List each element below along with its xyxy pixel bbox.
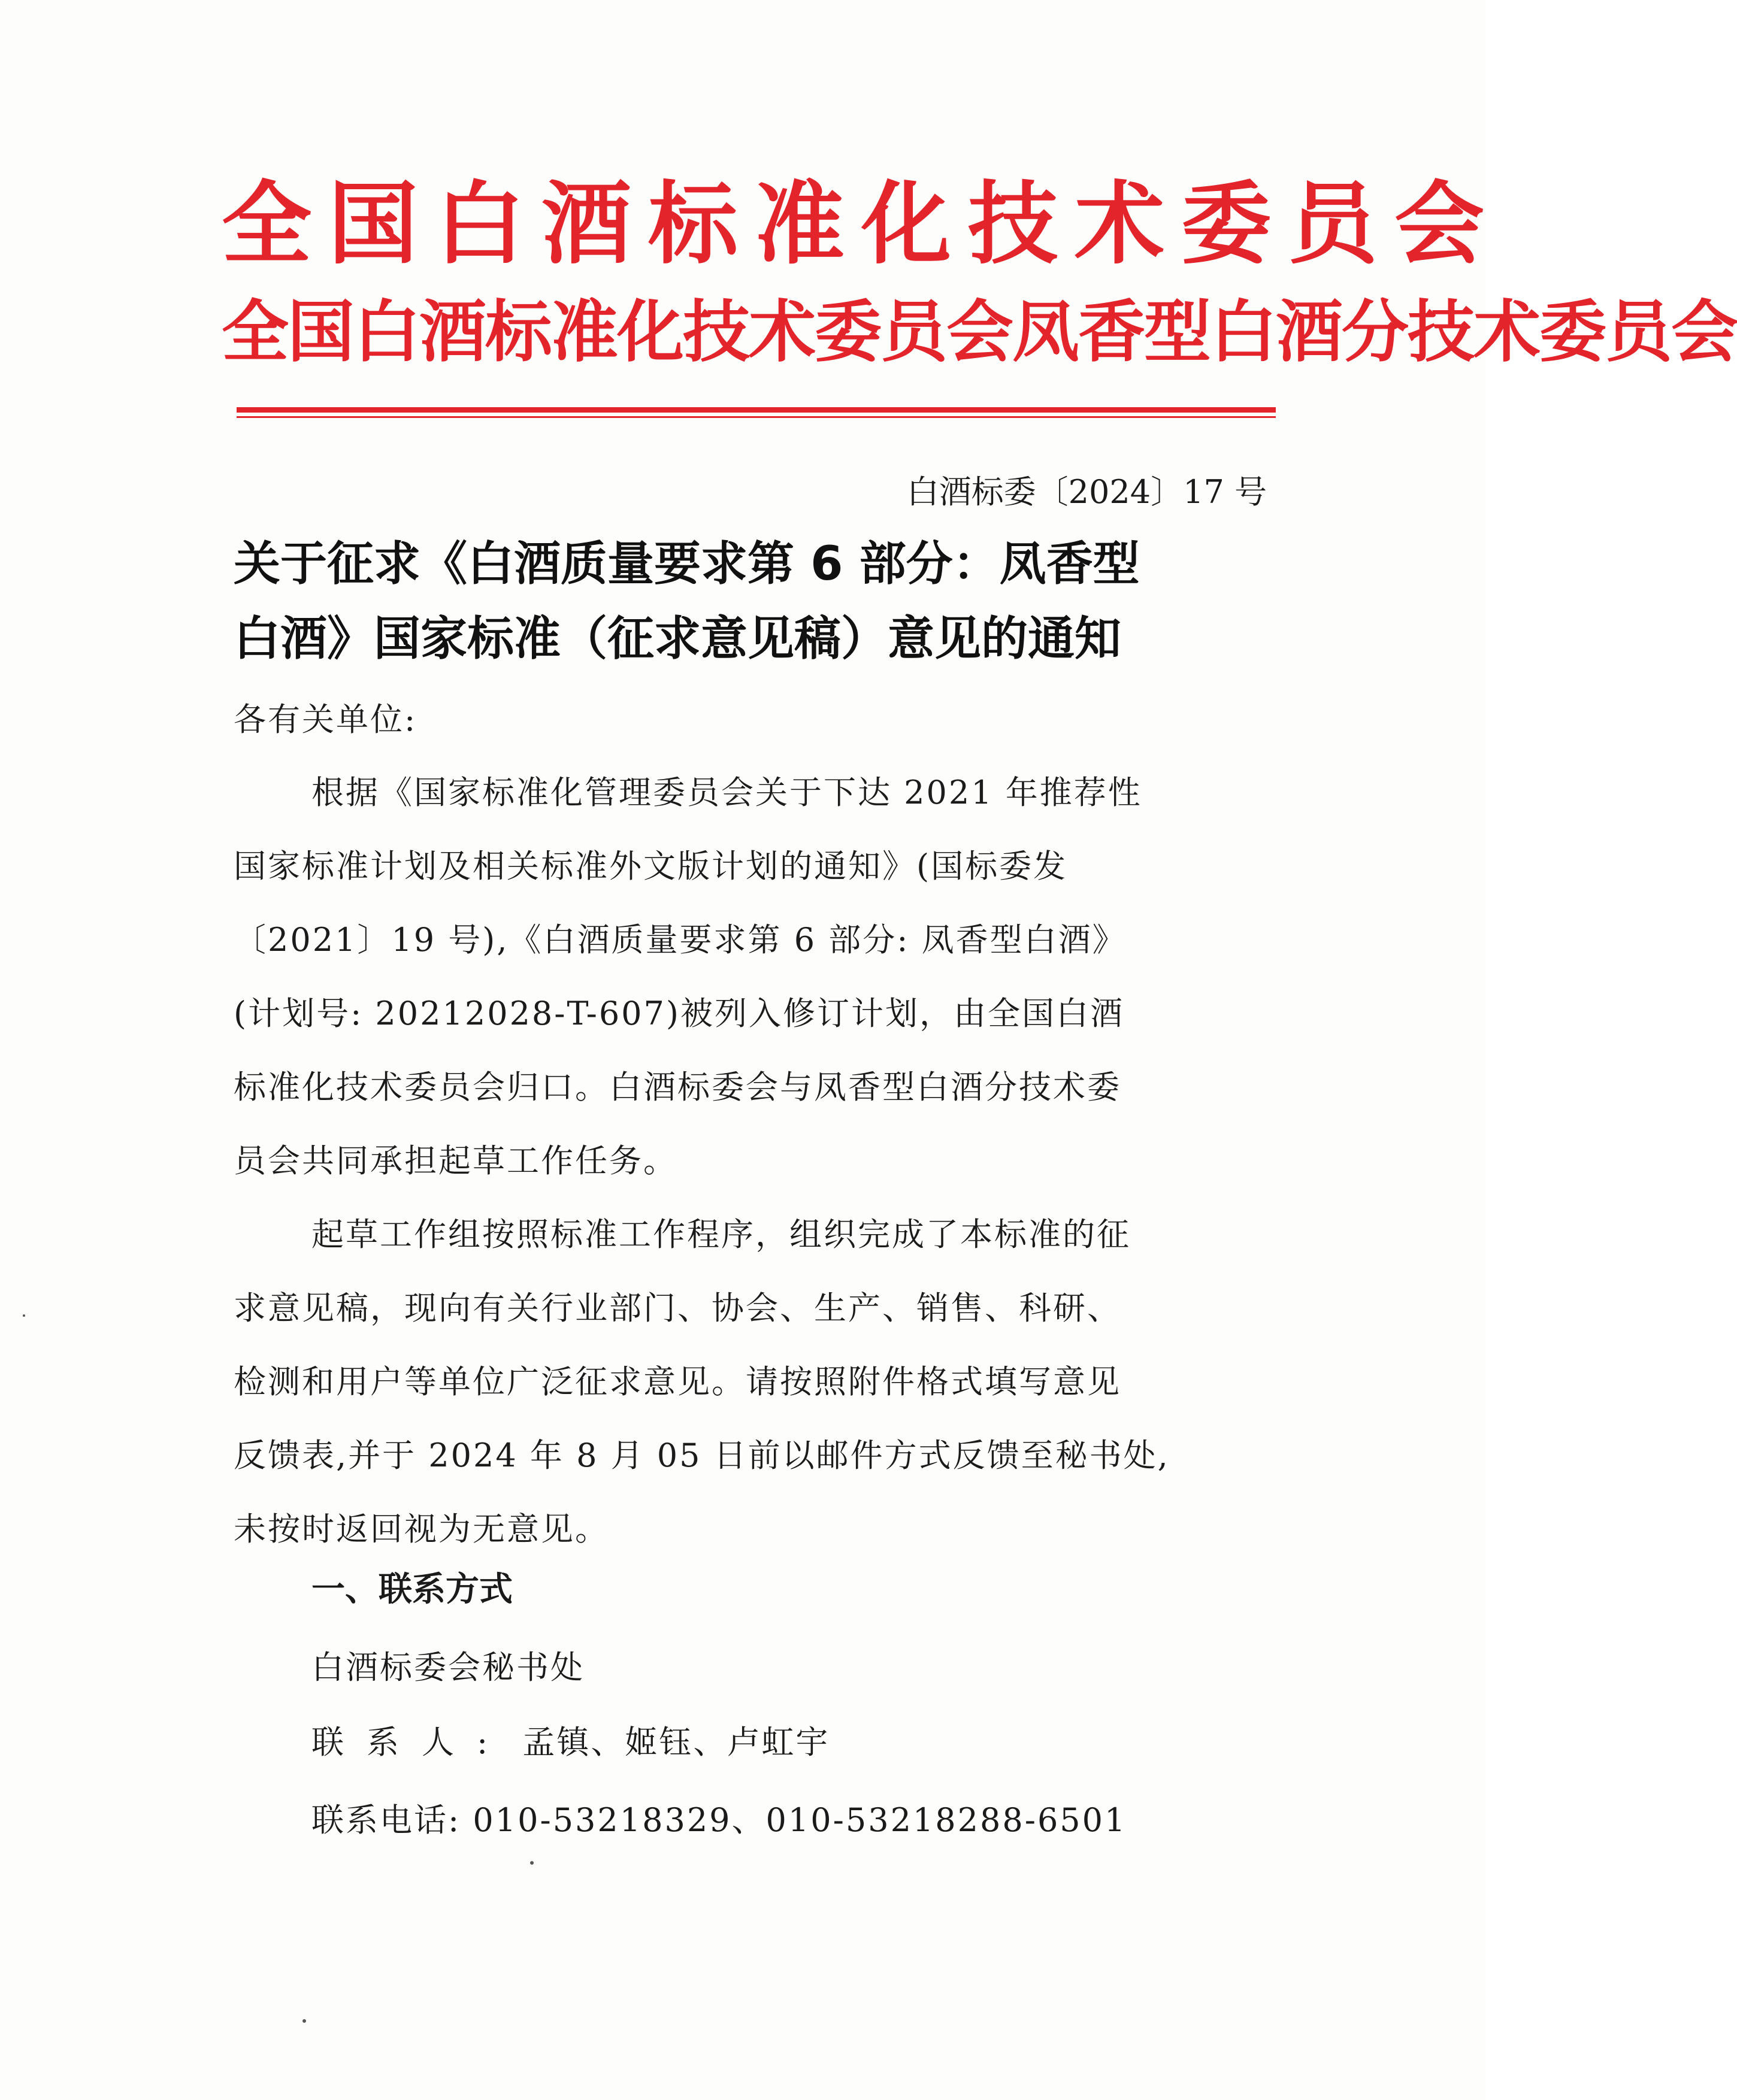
section-heading-contact: 一、联系方式 (311, 1570, 513, 1609)
contact-phone-row (311, 1787, 1127, 1853)
document-title (234, 527, 1288, 677)
scan-speck (23, 1314, 25, 1317)
paragraph-line: 根据《国家标准化管理委员会关于下达 2021 年推荐性 (311, 774, 1142, 811)
paragraph-line: 〔2021〕19 号),《白酒质量要求第 6 部分: 凤香型白酒》 (234, 921, 1127, 959)
title-line: 关于征求《白酒质量要求第 6 部分：凤香型 (234, 537, 1140, 591)
salutation (234, 683, 1282, 756)
paragraph-line: 员会共同承担起草工作任务。 (234, 1142, 677, 1180)
paragraph-line: 国家标准计划及相关标准外文版计划的通知》(国标委发 (234, 847, 1068, 885)
salutation-text: 各有关单位: (234, 701, 417, 738)
paragraph-1 (234, 756, 1282, 1198)
contact-phone-numbers: 010-53218329、010-53218288-6501 (473, 1801, 1127, 1839)
letterhead-title: 全国白酒标准化技术委员会 (222, 172, 1502, 277)
contact-people-names: 孟镇、姬钰、卢虹宇 (522, 1723, 830, 1761)
paragraph-line: 检测和用户等单位广泛征求意见。请按照附件格式填写意见 (234, 1363, 1121, 1401)
paragraph-line: 起草工作组按照标准工作程序，组织完成了本标准的征 (311, 1216, 1131, 1253)
letterhead-rule-thin (237, 416, 1276, 418)
paragraph-line: 标准化技术委员会归口。白酒标委会与凤香型白酒分技术委 (234, 1068, 1121, 1106)
scan-speck (302, 2019, 306, 2023)
paragraph-line: (计划号: 20212028-T-607)被列入修订计划，由全国白酒 (234, 995, 1124, 1032)
paragraph-line: 未按时返回视为无意见。 (234, 1510, 609, 1548)
scan-speck (530, 1861, 534, 1865)
contact-people-label: 联系人: (311, 1723, 511, 1761)
letterhead-rule-thick (237, 407, 1276, 413)
paragraph-line: 反馈表,并于 2024 年 8 月 05 日前以邮件方式反馈至秘书处, (234, 1437, 1170, 1474)
document-number: 白酒标委〔2024〕17 号 (906, 473, 1267, 511)
paragraph-2 (234, 1198, 1282, 1566)
contact-people-row (311, 1710, 830, 1775)
contact-office: 白酒标委会秘书处 (311, 1649, 585, 1686)
title-line: 白酒》国家标准（征求意见稿）意见的通知 (234, 612, 1122, 666)
paragraph-line: 求意见稿，现向有关行业部门、协会、生产、销售、科研、 (234, 1289, 1121, 1327)
letterhead-subtitle: 全国白酒标准化技术委员会凤香型白酒分技术委员会 (222, 293, 1737, 371)
contact-phone-label: 联系电话: (311, 1801, 461, 1839)
